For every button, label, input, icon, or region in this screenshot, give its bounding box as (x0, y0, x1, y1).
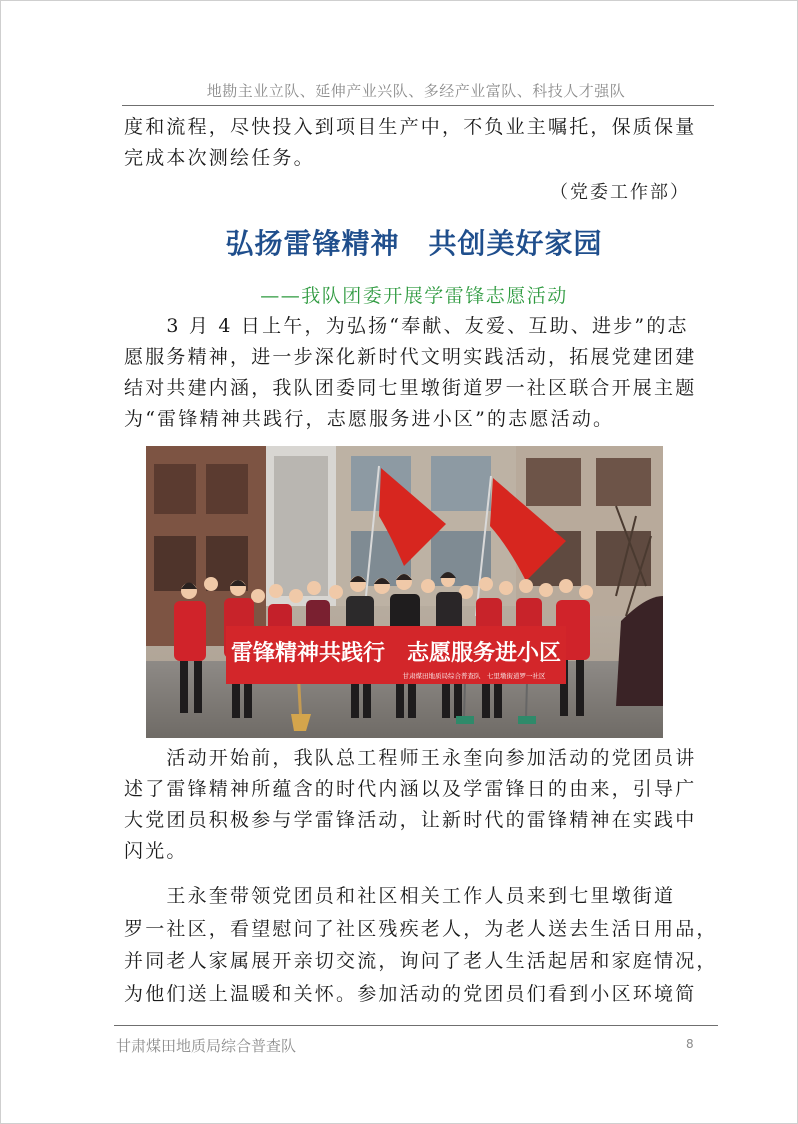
para3-line-1: 王永奎带领党团员和社区相关工作人员来到七里墩街道 (124, 885, 676, 907)
intro-line-2: 完成本次测绘任务。 (124, 147, 315, 169)
signature: （党委工作部） (550, 182, 690, 203)
para2-line-1: 活动开始前，我队总工程师王永奎向参加活动的党团员讲 (124, 747, 697, 769)
intro-line-1: 度和流程，尽快投入到项目生产中，不负业主嘱托，保质保量 (124, 116, 697, 138)
para1-line-1: 3 月 4 日上午，为弘扬“奉献、友爱、互助、进步”的志 (124, 315, 689, 337)
banner-main-text: 雷锋精神共践行 志愿服务进小区 (230, 641, 562, 666)
page-header: 地勘主业立队、延伸产业兴队、多经产业富队、科技人才强队 (206, 82, 626, 100)
banner-small-text: 甘肃煤田地质局综合普查队 七里墩街道罗一社区 (402, 672, 546, 680)
para1-line-2: 愿服务精神，进一步深化新时代文明实践活动，拓展党建团建 (124, 346, 697, 368)
header-divider (122, 105, 714, 106)
para3-line-2: 罗一社区，看望慰问了社区残疾老人，为老人送去生活日用品， (124, 918, 718, 940)
para1-line-3: 结对共建内涵，我队团委同七里墩街道罗一社区联合开展主题 (124, 377, 697, 399)
para2-line-3: 大党团员积极参与学雷锋活动，让新时代的雷锋精神在实践中 (124, 809, 697, 831)
footer-org: 甘肃煤田地质局综合普查队 (116, 1037, 297, 1055)
para3-line-3: 并同老人家属展开亲切交流，询问了老人生活起居和家庭情况， (124, 950, 718, 972)
para3-line-4: 为他们送上温暖和关怀。参加活动的党团员们看到小区环境简 (124, 983, 697, 1005)
article-subtitle: ——我队团委开展学雷锋志愿活动 (260, 285, 568, 307)
footer-divider (114, 1025, 718, 1026)
para2-line-4: 闪光。 (124, 840, 188, 862)
para1-line-4: 为“雷锋精神共践行，志愿服务进小区”的志愿活动。 (124, 408, 615, 430)
event-photo (146, 446, 663, 738)
page-number: 8 (686, 1037, 694, 1051)
para2-line-2: 述了雷锋精神所蕴含的时代内涵以及学雷锋日的由来，引导广 (124, 778, 697, 800)
article-title: 弘扬雷锋精神 共创美好家园 (225, 227, 603, 260)
